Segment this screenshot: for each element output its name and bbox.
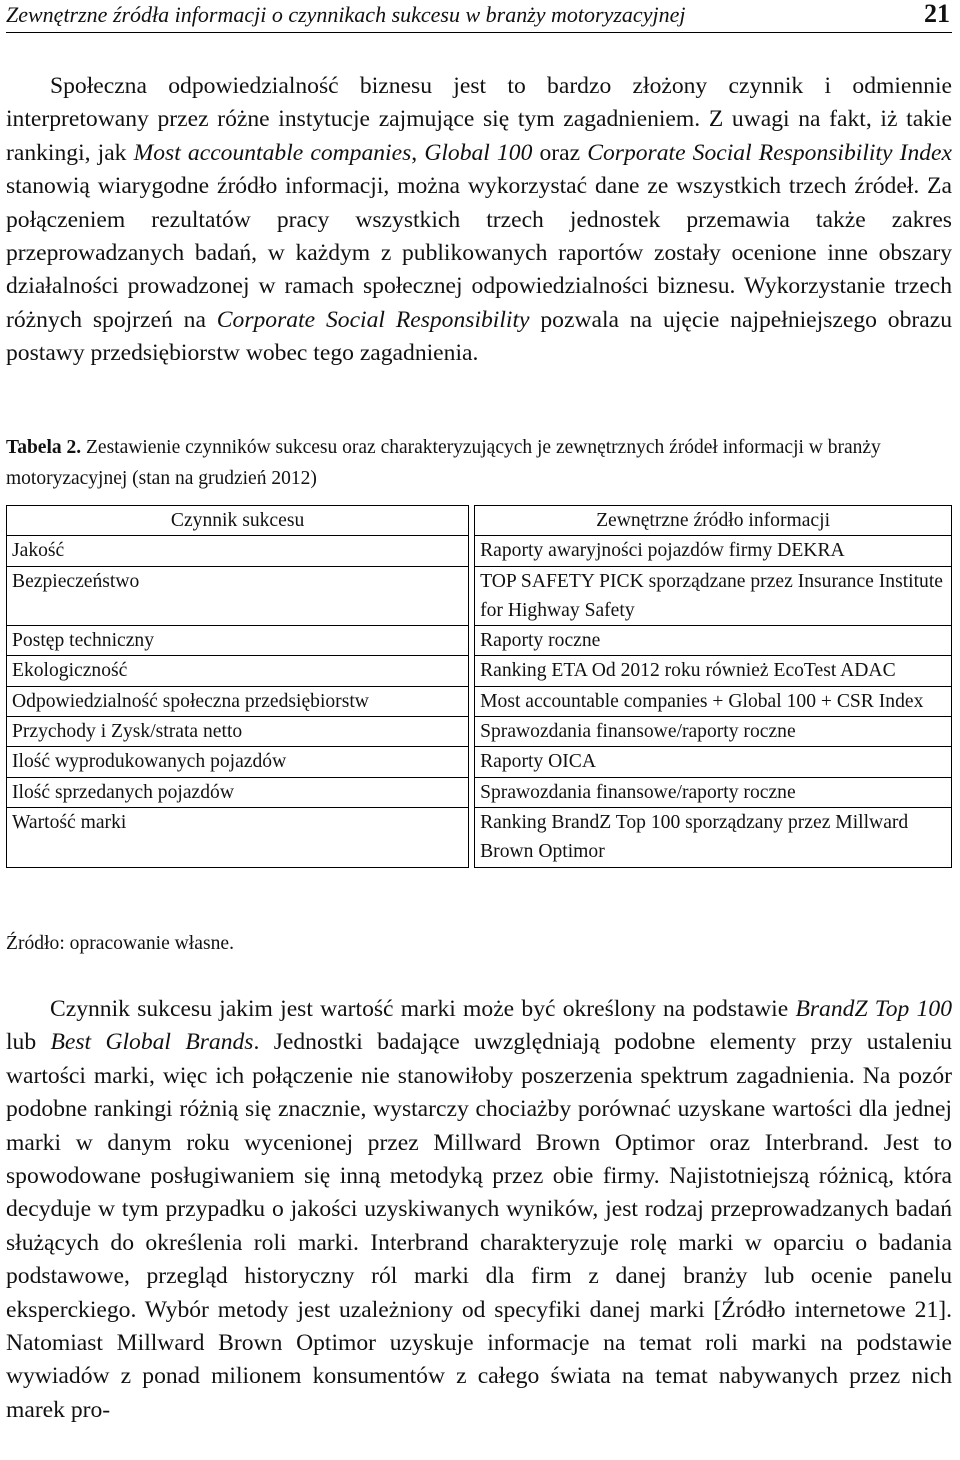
- table-row: [7, 626, 952, 656]
- table-header-row: [7, 506, 952, 536]
- source-note: Źródło: opracowanie własne.: [6, 933, 234, 954]
- italic-term: Most accountable companies: [133, 139, 412, 166]
- table-caption-text: Zestawienie czynników sukcesu oraz charakteryzujących je zewnętrznych źródeł informacji w branży motoryzacyjnej (stan na grudzień 2012): [6, 437, 881, 489]
- factor-cell: Ekologiczność: [7, 656, 469, 686]
- factor-cell: Ilość wyprodukowanych pojazdów: [7, 747, 469, 777]
- factor-cell: Wartość marki: [7, 807, 469, 867]
- source-cell: Sprawozdania finansowe/raporty roczne: [475, 777, 952, 807]
- italic-term: Global 100: [424, 139, 533, 166]
- factor-cell: Bezpieczeństwo: [7, 566, 469, 626]
- text-run: oraz: [532, 139, 588, 166]
- text-run: stanowią wiarygodne źródło informacji, można wykorzystać dane ze wszystkich trzech źródeł. Za połączeniem rezultatów pracy wszystkich trzech jednostek przemawia także zakres przeprowadzanych badań, w każdym z publikowanych raportów zostały ocenione inne obszary działalności prowadzonej w ramach społecznej odpowiedzialności biznesu. Wykorzystanie trzech różnych spojrzeń na: [6, 173, 952, 333]
- source-cell: Raporty OICA: [475, 747, 952, 777]
- text-run: pozwala na ujęcie najpełniejszego obrazu postawy przedsiębiorstw wobec tego zagadnienia.: [6, 306, 952, 367]
- table-row: [7, 777, 952, 807]
- table-row: [7, 656, 952, 686]
- italic-term: Corporate Social Responsibility Index: [587, 139, 952, 166]
- text-run: Czynnik sukcesu jakim jest wartość marki może być określony na podstawie: [50, 996, 796, 1022]
- table-caption: [6, 432, 952, 494]
- text-run: Społeczna odpowiedzialność biznesu jest to bardzo złożony czynnik i odmiennie interpretowany przez różne instytucje zajmujące się tym zagadnieniem. Z uwagi na fakt, iż takie rankingi, jak: [6, 73, 952, 166]
- source-cell: Most accountable companies + Global 100 + CSR Index: [475, 686, 952, 716]
- source-cell: TOP SAFETY PICK sporządzane przez Insurance Institute for Highway Safety: [475, 566, 952, 626]
- source-cell: Ranking BrandZ Top 100 sporządzany przez Millward Brown Optimor: [475, 807, 952, 867]
- paragraph-1: [6, 70, 952, 371]
- source-cell: Raporty awaryjności pojazdów firmy DEKRA: [475, 536, 952, 566]
- table-row: [7, 747, 952, 777]
- running-header-title: Zewnętrzne źródła informacji o czynnikach sukcesu w branży motoryzacyjnej: [6, 2, 686, 27]
- factor-cell: Ilość sprzedanych pojazdów: [7, 777, 469, 807]
- table-row: [7, 566, 952, 626]
- table-label: Tabela 2.: [6, 437, 82, 458]
- table-row: [7, 807, 952, 867]
- factor-cell: Postęp techniczny: [7, 626, 469, 656]
- italic-term: Corporate Social Responsibility: [216, 306, 530, 333]
- italic-term: Best Global Brands: [50, 1029, 254, 1056]
- italic-term: BrandZ Top 100: [795, 996, 953, 1022]
- factor-cell: Przychody i Zysk/strata netto: [7, 717, 469, 747]
- source-cell: Sprawozdania finansowe/raporty roczne: [475, 717, 952, 747]
- source-cell: Raporty roczne: [475, 626, 952, 656]
- text-run: . Jednostki badające uwzględniają podobne elementy przy ustaleniu wartości marki, więc ich połączenie nie stanowiłoby poszerzenia spektrum zagadnienia. Na pozór podobne rankingi różnią się znacznie, wystarczy chociażby porównać uzyskane wartości dla jednej marki w danym roku wycenionej przez Millward Brown Optimor oraz Interbrand. Jest to spowodowane posługiwaniem się inną metodyką przez obie firmy. Najistotniejszą różnicą, która decyduje w tym przypadku o jakości uzyskiwanych wyników, jest rodzaj przeprowadzanych badań służących do określenia roli marki. Interbrand charakteryzuje rolę marki w oparciu o badania podstawowe, przegląd historyczny ról marki dla firm z danej branży lub ocenie panelu eksperckiego. Wybór metody jest uzależniony od specyfiki danej marki [Źródło internetowe 21]. Natomiast Millward Brown Optimor uzyskuje informacje na temat roli marki na podstawie wywiadów z ponad milionem konsumentów z całego świata na temat nabywanych przez nich marek pro-: [6, 1029, 952, 1423]
- factor-cell: Odpowiedzialność społeczna przedsiębiorstw: [7, 686, 469, 716]
- paragraph-2: [6, 993, 952, 1427]
- page-number: 21: [924, 0, 950, 28]
- text-run: ,: [411, 139, 425, 166]
- header-source: Zewnętrzne źródło informacji: [475, 506, 952, 536]
- success-factors-table: [6, 505, 952, 868]
- table-row: [7, 686, 952, 716]
- factor-cell: Jakość: [7, 536, 469, 566]
- table-row: [7, 717, 952, 747]
- running-header: [6, 0, 952, 33]
- table-row: [7, 536, 952, 566]
- header-factor: Czynnik sukcesu: [7, 506, 469, 536]
- source-cell: Ranking ETA Od 2012 roku również EcoTest ADAC: [475, 656, 952, 686]
- text-run: lub: [6, 1029, 51, 1056]
